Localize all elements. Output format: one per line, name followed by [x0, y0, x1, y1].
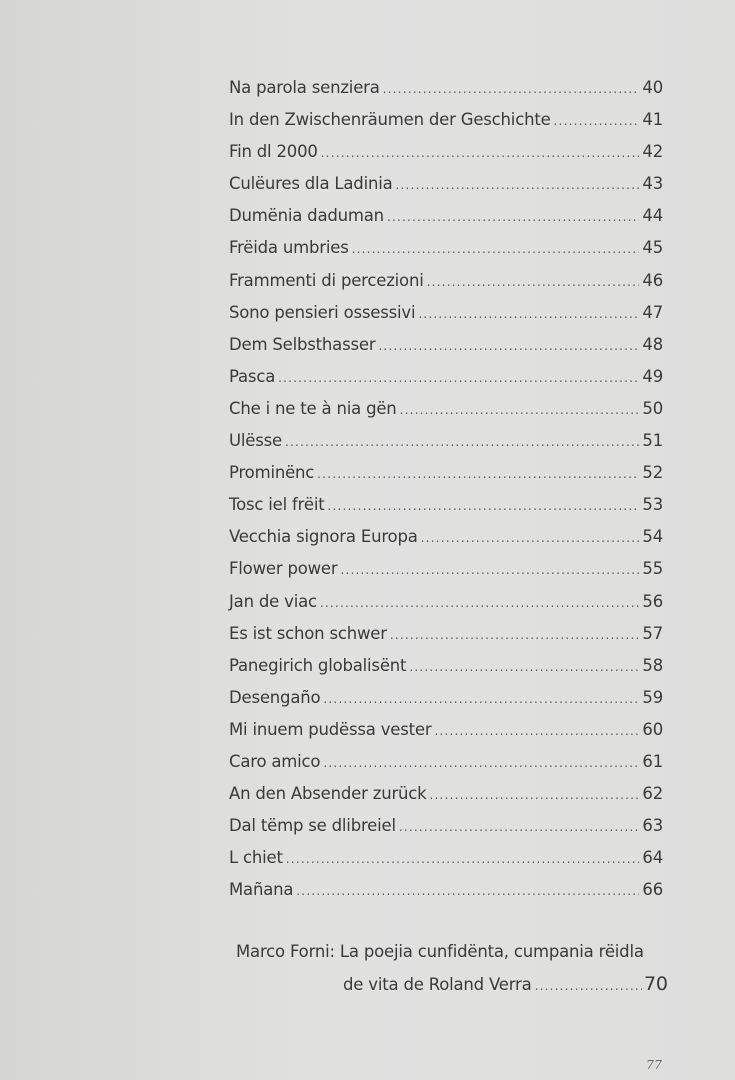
- dot-leader: [296, 875, 639, 907]
- toc-entry: [229, 553, 663, 585]
- dot-leader: [427, 266, 639, 298]
- toc-entry-page-number: 55: [642, 559, 663, 579]
- toc-entry: [229, 521, 663, 553]
- dot-leader: [327, 490, 639, 522]
- toc-entry-page-number: 58: [642, 655, 663, 675]
- toc-entry: [229, 265, 663, 297]
- dot-leader: [399, 811, 639, 843]
- dot-leader: [434, 715, 639, 747]
- dot-leader: [378, 330, 639, 362]
- dot-leader: [286, 843, 639, 875]
- dot-leader: [390, 619, 639, 651]
- toc-entry: [229, 746, 663, 778]
- toc-entry-title: Che i ne te à nia gën: [229, 398, 397, 418]
- toc-entry: [229, 425, 663, 457]
- toc-entry-page-number: 60: [642, 719, 663, 739]
- toc-entry-title: Tosc iel frëit: [229, 495, 325, 515]
- toc-entry: [229, 297, 663, 329]
- essay-page-number: 70: [644, 973, 668, 995]
- toc-entry: [229, 168, 663, 200]
- toc-entry: [229, 232, 663, 264]
- toc-entry-page-number: 40: [642, 78, 663, 97]
- toc-entry: [229, 714, 663, 746]
- toc-entry-page-number: 45: [642, 238, 663, 258]
- toc-entry: [229, 842, 663, 874]
- toc-entry-title: An den Absender zurück: [229, 784, 427, 804]
- toc-entry-title: Vecchia signora Europa: [229, 527, 418, 547]
- toc-entry-page-number: 42: [642, 142, 663, 162]
- toc-entry-page-number: 63: [642, 816, 663, 836]
- toc-entry: [229, 650, 663, 682]
- dot-leader: [400, 394, 639, 426]
- dot-leader: [535, 970, 642, 1002]
- toc-entry: [229, 136, 663, 168]
- toc-entry-title: Prominënc: [229, 463, 315, 483]
- toc-entry-page-number: 64: [642, 848, 663, 868]
- toc-entry-title: Es ist schon schwer: [229, 623, 387, 643]
- toc-entry-title: L chiet: [229, 848, 283, 868]
- toc-entry-page-number: 48: [642, 334, 663, 354]
- toc-entry-page-number: 62: [642, 784, 663, 804]
- toc-entry: [229, 778, 663, 810]
- toc-entry-title: Fin dl 2000: [229, 142, 318, 162]
- toc-entry-page-number: 61: [642, 751, 663, 771]
- dot-leader: [418, 298, 639, 330]
- toc-entry: [229, 393, 663, 425]
- toc-entry-page-number: 43: [642, 174, 663, 194]
- toc-entry-page-number: 66: [642, 880, 663, 900]
- toc-entry: [229, 586, 663, 618]
- dot-leader: [278, 362, 639, 394]
- toc-entry-title: Na parola senziera: [229, 78, 380, 97]
- dot-leader: [409, 651, 639, 683]
- toc-entry-title: Dumënia daduman: [229, 206, 384, 226]
- essay-title-line-2-text: de vita de Roland Verra: [343, 975, 532, 994]
- toc-entry: [229, 104, 663, 136]
- toc-entry-title: Flower power: [229, 559, 338, 579]
- toc-entry: [229, 618, 663, 650]
- toc-entry-page-number: 56: [642, 591, 663, 611]
- toc-entry-page-number: 50: [642, 398, 663, 418]
- toc-entry-title: Caro amico: [229, 751, 321, 771]
- dot-leader: [285, 426, 639, 458]
- toc-entry-page-number: 47: [642, 302, 663, 322]
- dot-leader: [320, 587, 639, 619]
- toc-entry-title: Frammenti di percezioni: [229, 270, 424, 290]
- toc-entry-page-number: 44: [642, 206, 663, 226]
- toc-entry-page-number: 53: [642, 495, 663, 515]
- essay-title-line-2: [236, 968, 666, 1000]
- toc-entry-title: Ulësse: [229, 431, 282, 451]
- dot-leader: [340, 554, 639, 586]
- toc-entry: [229, 457, 663, 489]
- toc-entry-title: In den Zwischenräumen der Geschichte: [229, 110, 551, 130]
- toc-entry-page-number: 49: [642, 366, 663, 386]
- dot-leader: [321, 137, 639, 169]
- toc-entry-title: Culëures dla Ladinia: [229, 174, 393, 194]
- toc-entry-title: Dal tëmp se dlibreiel: [229, 816, 396, 836]
- toc-entry-page-number: 59: [642, 687, 663, 707]
- toc-entry-page-number: 57: [642, 623, 663, 643]
- toc-entry: [229, 874, 663, 906]
- dot-leader: [352, 233, 639, 265]
- toc-entry-title: Mañana: [229, 880, 294, 900]
- dot-leader: [430, 779, 639, 811]
- dot-leader: [554, 105, 639, 137]
- toc-entry-page-number: 51: [642, 431, 663, 451]
- toc-entry: [229, 200, 663, 232]
- dot-leader: [383, 73, 639, 105]
- essay-entry: [236, 936, 666, 1000]
- toc-entry-title: Desengaño: [229, 687, 321, 707]
- toc-entry: [229, 489, 663, 521]
- toc-entry-page-number: 41: [642, 110, 663, 130]
- essay-title-line-1: Marco Forni: La poejia cunfidënta, cumpania rëidla: [236, 942, 644, 961]
- dot-leader: [317, 458, 639, 490]
- dot-leader: [323, 683, 639, 715]
- table-of-contents: [229, 72, 663, 906]
- folio-page-number: 77: [646, 1057, 662, 1072]
- toc-entry: [229, 329, 663, 361]
- toc-entry-title: Sono pensieri ossessivi: [229, 302, 416, 322]
- toc-entry-page-number: 46: [642, 270, 663, 290]
- toc-entry-title: Frëida umbries: [229, 238, 349, 258]
- toc-entry-page-number: 54: [642, 527, 663, 547]
- dot-leader: [387, 201, 639, 233]
- toc-entry-title: Dem Selbsthasser: [229, 334, 376, 354]
- toc-entry-title: Panegirich globalisënt: [229, 655, 407, 675]
- toc-entry-title: Jan de viac: [229, 591, 317, 611]
- toc-entry: [229, 361, 663, 393]
- dot-leader: [421, 522, 639, 554]
- toc-entry: [229, 810, 663, 842]
- dot-leader: [396, 169, 639, 201]
- toc-entry: [229, 72, 663, 104]
- dot-leader: [323, 747, 639, 779]
- toc-entry-title: Mi inuem pudëssa vester: [229, 719, 432, 739]
- toc-entry-page-number: 52: [642, 463, 663, 483]
- toc-entry-title: Pasca: [229, 366, 276, 386]
- toc-entry: [229, 682, 663, 714]
